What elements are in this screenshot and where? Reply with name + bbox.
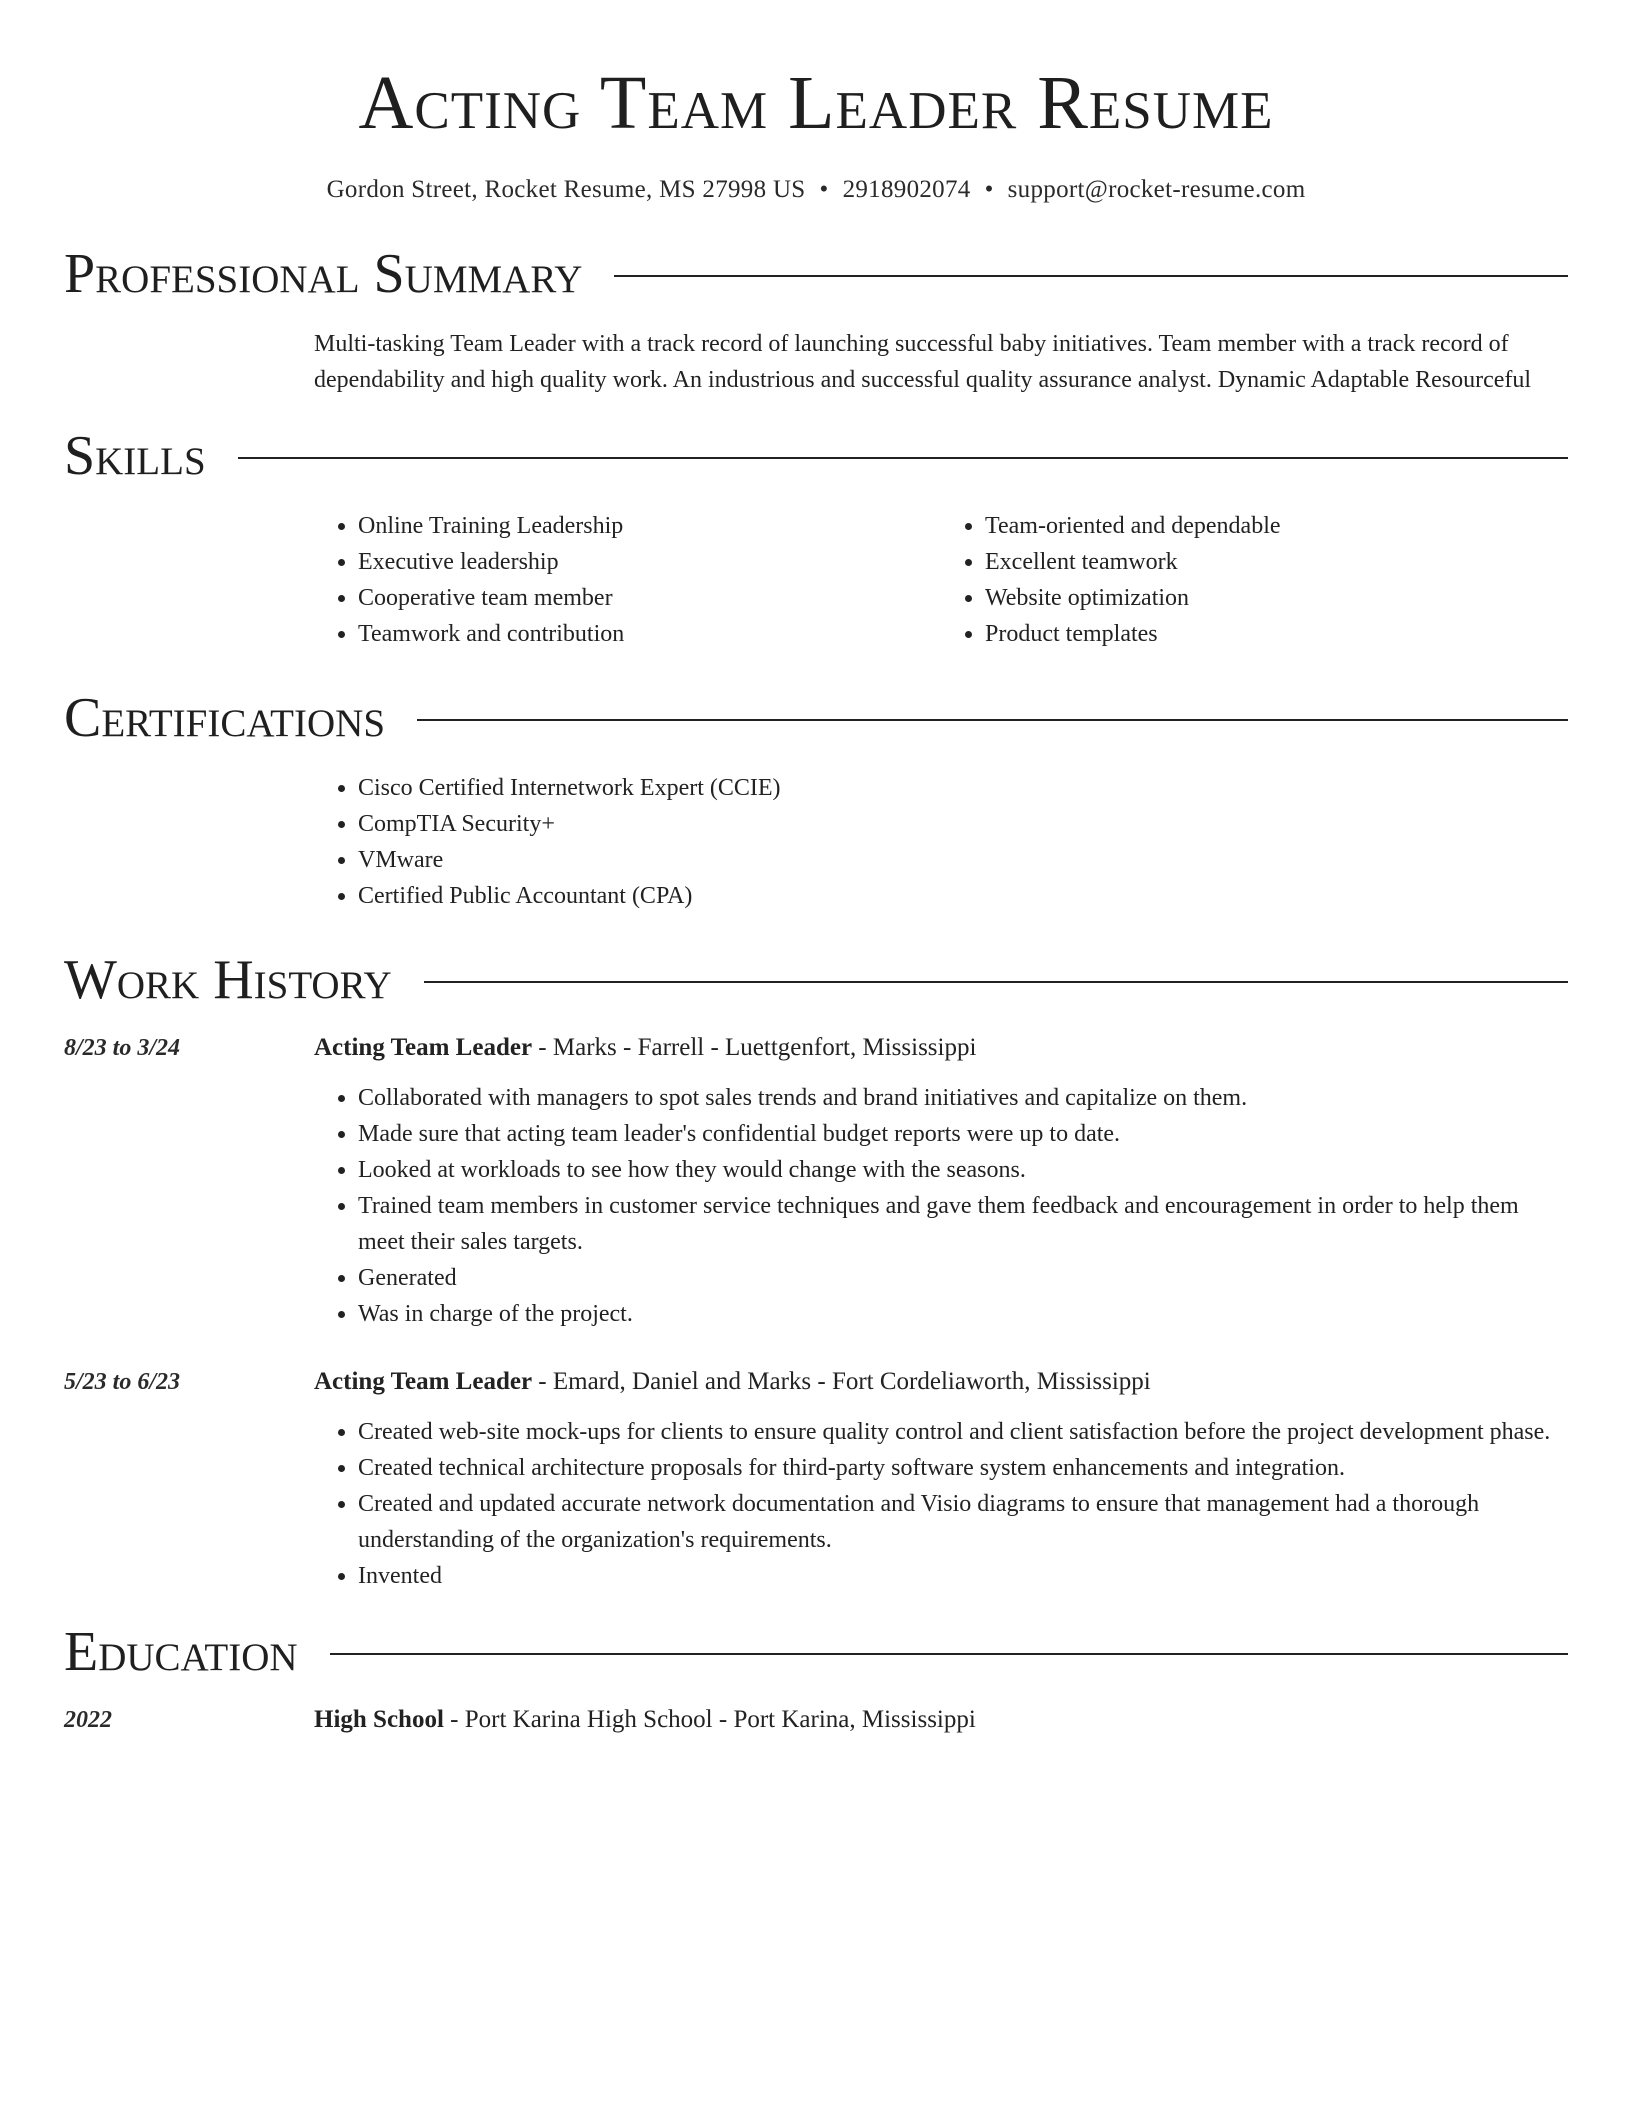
section-header (64, 944, 1568, 1016)
contact-separator: • (819, 176, 829, 203)
skill-item: • Team-oriented and dependable (985, 508, 1568, 544)
job-body (314, 1030, 1568, 1332)
skills-list-left (314, 508, 941, 652)
section-title-certifications: Certifications (64, 687, 386, 749)
skill-item: • Executive leadership (358, 544, 941, 580)
section-divider (424, 981, 1568, 983)
certifications-block (314, 770, 1568, 914)
section-divider (238, 457, 1568, 459)
job-employer: - Emard, Daniel and Marks - Fort Cordeliaworth, Mississippi (532, 1368, 1151, 1395)
skill-item: • Teamwork and contribution (358, 616, 941, 652)
certifications-section (64, 682, 1568, 914)
job-bullet: • Trained team members in customer service techniques and gave them feedback and encouragement in order to help them meet their sales targets. (358, 1188, 1568, 1260)
job-dates: 8/23 to 3/24 (64, 1035, 181, 1061)
education-entry (64, 1702, 1568, 1738)
education-year: 2022 (64, 1707, 112, 1733)
job-entry (64, 1364, 1568, 1594)
skill-item: • Online Training Leadership (358, 508, 941, 544)
skill-item: • Website optimization (985, 580, 1568, 616)
certification-item: • CompTIA Security+ (358, 806, 1568, 842)
job-entry (64, 1030, 1568, 1332)
job-bullet: • Collaborated with managers to spot sales trends and brand initiatives and capitalize on them. (358, 1080, 1568, 1116)
skills-list-right (941, 508, 1568, 652)
section-header (64, 1616, 1568, 1688)
job-bullet: • Created and updated accurate network documentation and Visio diagrams to ensure that management had a thorough understanding of the organization's requirements. (358, 1486, 1568, 1558)
job-role: Acting Team Leader (314, 1368, 533, 1395)
contact-separator: • (984, 176, 994, 203)
skills-grid (314, 508, 1568, 652)
job-employer: - Marks - Farrell - Luettgenfort, Mississippi (532, 1034, 977, 1061)
section-divider (330, 1653, 1568, 1655)
education-school: - Port Karina High School - Port Karina, Mississippi (443, 1706, 976, 1733)
job-bullet: • Was in charge of the project. (358, 1296, 1568, 1332)
skills-section (64, 420, 1568, 652)
job-dates: 5/23 to 6/23 (64, 1369, 181, 1395)
section-title-summary: Professional Summary (64, 243, 583, 305)
education-section (64, 1616, 1568, 1738)
job-bullet: • Looked at workloads to see how they would change with the seasons. (358, 1152, 1568, 1188)
job-bullet: • Created web-site mock-ups for clients to ensure quality control and client satisfaction before the project development phase. (358, 1414, 1568, 1450)
work-history-section (64, 944, 1568, 1594)
contact-line (64, 176, 1568, 204)
job-bullet: • Made sure that acting team leader's confidential budget reports were up to date. (358, 1116, 1568, 1152)
job-bullet: • Invented (358, 1558, 1568, 1594)
job-heading (314, 1030, 1568, 1066)
resume-title: Acting Team Leader Resume (358, 61, 1274, 145)
job-heading (314, 1364, 1568, 1400)
section-title-education: Education (64, 1621, 298, 1683)
certifications-list (314, 770, 1568, 914)
section-header (64, 420, 1568, 492)
section-header (64, 238, 1568, 310)
contact-address: Gordon Street, Rocket Resume, MS 27998 US (326, 176, 806, 203)
summary-text: Multi-tasking Team Leader with a track record of launching successful baby initiatives. Team member with a track record of dependability and high quality work. An industrious and successful quality assurance analyst. Dynamic Adaptable Resourceful (314, 331, 1532, 393)
education-degree: High School (314, 1706, 444, 1733)
certification-item: • Cisco Certified Internetwork Expert (CCIE) (358, 770, 1568, 806)
section-header (64, 682, 1568, 754)
section-divider (417, 719, 1568, 721)
skill-item: • Excellent teamwork (985, 544, 1568, 580)
job-body (314, 1364, 1568, 1594)
section-title-work-history: Work History (64, 949, 392, 1011)
certification-item: • VMware (358, 842, 1568, 878)
job-role: Acting Team Leader (314, 1034, 533, 1061)
education-body (314, 1702, 1568, 1738)
job-bullet: • Generated (358, 1260, 1568, 1296)
section-divider (614, 275, 1568, 277)
job-bullet: • Created technical architecture proposals for third-party software system enhancements and integration. (358, 1450, 1568, 1486)
job-bullets (314, 1414, 1568, 1594)
education-heading (314, 1702, 1568, 1738)
job-bullets (314, 1080, 1568, 1332)
skill-item: • Product templates (985, 616, 1568, 652)
section-title-skills: Skills (64, 425, 206, 487)
certification-item: • Certified Public Accountant (CPA) (358, 878, 1568, 914)
contact-email: support@rocket-resume.com (1007, 176, 1306, 203)
summary-section (64, 238, 1568, 398)
contact-phone: 2918902074 (842, 176, 971, 203)
skill-item: • Cooperative team member (358, 580, 941, 616)
